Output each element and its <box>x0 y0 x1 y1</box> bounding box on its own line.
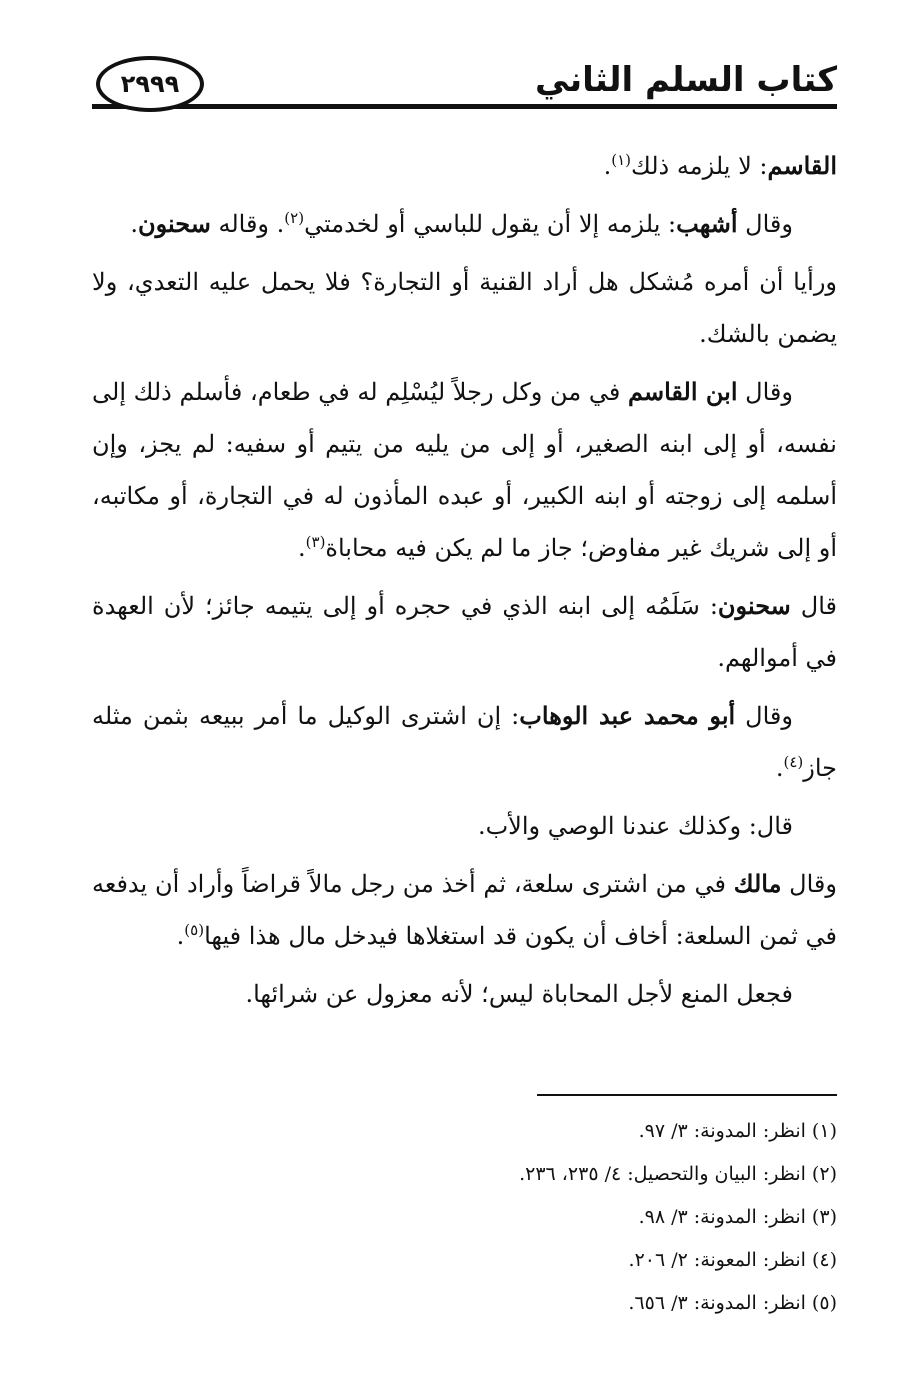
footnote-5: (٥) انظر: المدونة: ٣/ ٦٥٦. <box>628 1292 837 1314</box>
footnote-4: (٤) انظر: المعونة: ٢/ ٢٠٦. <box>628 1249 837 1271</box>
bold-term: أشهب <box>676 209 738 238</box>
page-number: ٢٩٩٩ <box>120 70 180 98</box>
bold-term: مالك <box>733 869 782 898</box>
text-run: : لا يلزمه ذلك <box>631 152 768 180</box>
text-run: قال: وكذلك عندنا الوصي والأب. <box>477 812 793 840</box>
paragraph-8 <box>92 858 837 962</box>
text-run: . وقاله <box>210 210 285 238</box>
paragraph-9 <box>92 968 837 1020</box>
paragraph-6 <box>92 690 837 794</box>
bold-term: سحنون <box>137 209 211 238</box>
paragraph-7 <box>92 800 837 852</box>
paragraph-4 <box>92 366 837 574</box>
footnote-3: (٣) انظر: المدونة: ٣/ ٩٨. <box>638 1206 837 1228</box>
text-run: . <box>775 754 784 782</box>
book-title: كتاب السلم الثاني <box>534 60 837 100</box>
footnote-marker: (٣) <box>305 533 326 551</box>
bold-term: ابن القاسم <box>627 377 738 406</box>
paragraph-2 <box>92 198 837 250</box>
text-run: وقال <box>781 870 837 898</box>
body-text <box>92 140 837 1026</box>
text-run: : يلزمه إلا أن يقول للباسي أو لخدمتي <box>304 210 677 238</box>
text-run: وقال <box>737 378 793 406</box>
text-run: في من وكل رجلاً ليُسْلِم له في طعام، فأسلم ذلك إلى نفسه، أو إلى ابنه الصغير، أو إلى من يليه من يتيم أو سفيه: لم يجز، وإن أسلمه إلى زوجته أو ابنه الكبير، أو عبده المأذون له في التجارة، أو مكاتبه، أو إلى شريك غير مفاوض؛ جاز ما لم يكن فيه محاباة <box>92 378 837 562</box>
text-run: في من اشترى سلعة، ثم أخذ من رجل مالاً قراضاً وأراد أن يدفعه في ثمن السلعة: أخاف أن يكون قد استغلاها فيدخل مال هذا فيها <box>92 870 837 950</box>
footnote-marker: (١) <box>611 151 631 169</box>
text-run: . <box>298 534 306 562</box>
bold-term: القاسم <box>767 151 837 180</box>
text-run: : إن اشترى الوكيل ما أمر ببيعه بثمن مثله جاز <box>92 702 837 782</box>
footnote-2: (٢) انظر: البيان والتحصيل: ٤/ ٢٣٥، ٢٣٦. <box>519 1163 837 1185</box>
page-header <box>92 52 837 122</box>
footnote-marker: (٤) <box>783 753 804 771</box>
paragraph-3 <box>92 256 837 360</box>
paragraph-5 <box>92 580 837 684</box>
bold-term: أبو محمد عبد الوهاب <box>519 701 736 730</box>
footnote-1: (١) انظر: المدونة: ٣/ ٩٧. <box>638 1120 837 1142</box>
text-run: . <box>603 152 612 180</box>
text-run: وقال <box>735 702 793 730</box>
paragraph-1 <box>92 140 837 192</box>
text-run: : سَلَمُه إلى ابنه الذي في حجره أو إلى يتيمه جائز؛ لأن العهدة في أموالهم. <box>92 592 837 672</box>
text-run: ورأيا أن أمره مُشكل هل أراد القنية أو التجارة؟ فلا يحمل عليه التعدي، ولا يضمن بالشك. <box>92 268 838 348</box>
text-run: فجعل المنع لأجل المحاباة ليس؛ لأنه معزول عن شرائها. <box>245 980 793 1008</box>
bold-term: سحنون <box>717 591 791 620</box>
text-run: قال <box>790 592 837 620</box>
footnote-separator <box>537 1094 837 1096</box>
text-run: . <box>176 922 185 950</box>
footnotes <box>92 1112 837 1327</box>
text-run: . <box>130 210 138 238</box>
header-rule <box>92 104 837 109</box>
page-number-frame <box>96 56 204 112</box>
footnote-marker: (٢) <box>284 209 305 227</box>
footnote-marker: (٥) <box>184 921 205 939</box>
text-run: وقال <box>737 210 793 238</box>
